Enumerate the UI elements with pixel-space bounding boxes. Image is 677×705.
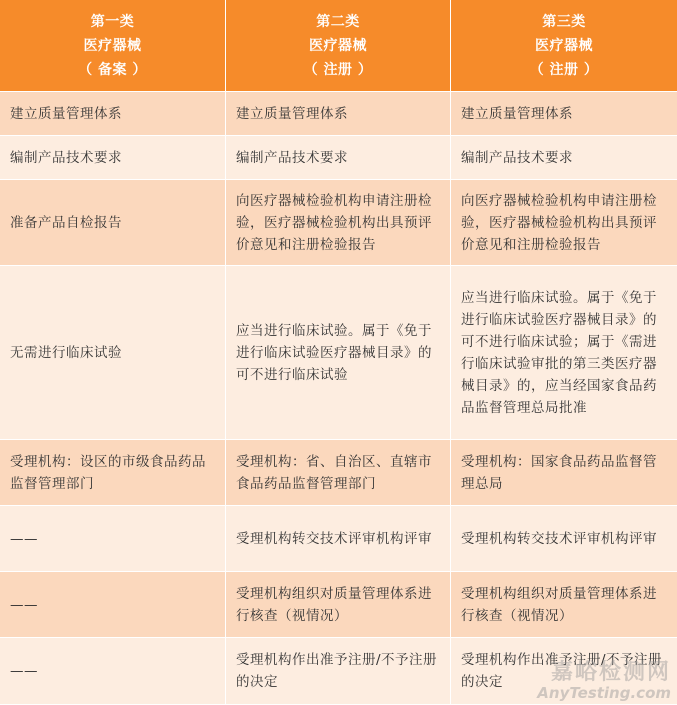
- cell-text: 应当进行临床试验。属于《免于进行临床试验医疗器械目录》的可不进行临床试验；属于《需进行临床试验审批的第三类医疗器械目录》的，应当经国家食品药品监督管理总局批准: [461, 289, 657, 416]
- watermark-line1: 嘉峪检测网: [550, 660, 671, 685]
- cell-text: 向医疗器械检验机构申请注册检验，医疗器械检验机构出具预评价意见和注册检验报告: [461, 192, 657, 253]
- table-cell: [226, 638, 451, 705]
- header-class-3: [451, 0, 677, 92]
- cell-text: 无需进行临床试验: [10, 344, 122, 361]
- table-cell: [0, 440, 226, 506]
- cell-text: 受理机构作出准予注册/不予注册的决定: [461, 652, 663, 690]
- header-class-1-line1: 第一类: [90, 13, 135, 30]
- cell-text: 建立质量管理体系: [10, 105, 122, 122]
- cell-text: ——: [10, 663, 38, 679]
- header-class-3-line3: （ 注册 ）: [529, 61, 599, 78]
- header-class-2-line3: （ 注册 ）: [303, 61, 373, 78]
- cell-text: 建立质量管理体系: [461, 105, 573, 122]
- header-class-2-line2: 医疗器械: [309, 37, 367, 54]
- header-class-2-line1: 第二类: [316, 13, 360, 30]
- table-cell: [451, 266, 677, 440]
- cell-text: 受理机构转交技术评审机构评审: [236, 530, 432, 547]
- table-cell: [0, 266, 226, 440]
- table-cell: [226, 506, 451, 572]
- table-cell: [226, 180, 451, 266]
- table-cell: [226, 572, 451, 638]
- cell-text: 受理机构组织对质量管理体系进行核查（视情况）: [236, 585, 432, 624]
- header-class-1: [0, 0, 226, 92]
- table-cell: [451, 440, 677, 506]
- cell-text: 编制产品技术要求: [461, 149, 573, 166]
- cell-text: 应当进行临床试验。属于《免于进行临床试验医疗器械目录》的可不进行临床试验: [236, 322, 432, 383]
- header-class-1-line2: 医疗器械: [83, 37, 142, 54]
- cell-text: 受理机构：国家食品药品监督管理总局: [461, 453, 657, 492]
- table-cell: [0, 572, 226, 638]
- cell-text: 向医疗器械检验机构申请注册检验，医疗器械检验机构出具预评价意见和注册检验报告: [236, 192, 432, 253]
- header-class-3-line1: 第三类: [542, 13, 586, 30]
- header-class-2: [226, 0, 451, 92]
- watermark-line2: AnyTesting.com: [537, 684, 671, 702]
- header-class-1-line3: （ 备案 ）: [78, 61, 147, 78]
- cell-text: 受理机构：省、自治区、直辖市食品药品监督管理部门: [236, 453, 432, 492]
- table-cell: [0, 506, 226, 572]
- cell-text: ——: [10, 530, 38, 547]
- table-cell: [451, 506, 677, 572]
- table-cell: [451, 638, 677, 705]
- cell-text: 准备产品自检报告: [10, 214, 122, 231]
- cell-text: 受理机构：设区的市级食品药品监督管理部门: [10, 453, 206, 492]
- table-cell: [226, 92, 451, 136]
- table-cell: [451, 572, 677, 638]
- header-class-3-line2: 医疗器械: [535, 37, 593, 54]
- table-cell: [451, 180, 677, 266]
- cell-text: ——: [10, 596, 38, 613]
- table-cell: [0, 638, 226, 705]
- table-cell: [451, 136, 677, 180]
- cell-text: 受理机构作出准予注册/不予注册的决定: [236, 652, 438, 690]
- table-cell: [226, 136, 451, 180]
- cell-text: 建立质量管理体系: [236, 105, 348, 122]
- table-cell: [451, 92, 677, 136]
- cell-text: 编制产品技术要求: [236, 149, 348, 166]
- cell-text: 编制产品技术要求: [10, 149, 122, 166]
- table-cell: [0, 180, 226, 266]
- table-cell: [0, 92, 226, 136]
- cell-text: 受理机构转交技术评审机构评审: [461, 530, 657, 547]
- table-cell: [0, 136, 226, 180]
- table-cell: [226, 266, 451, 440]
- cell-text: 受理机构组织对质量管理体系进行核查（视情况）: [461, 585, 657, 624]
- table-cell: [226, 440, 451, 506]
